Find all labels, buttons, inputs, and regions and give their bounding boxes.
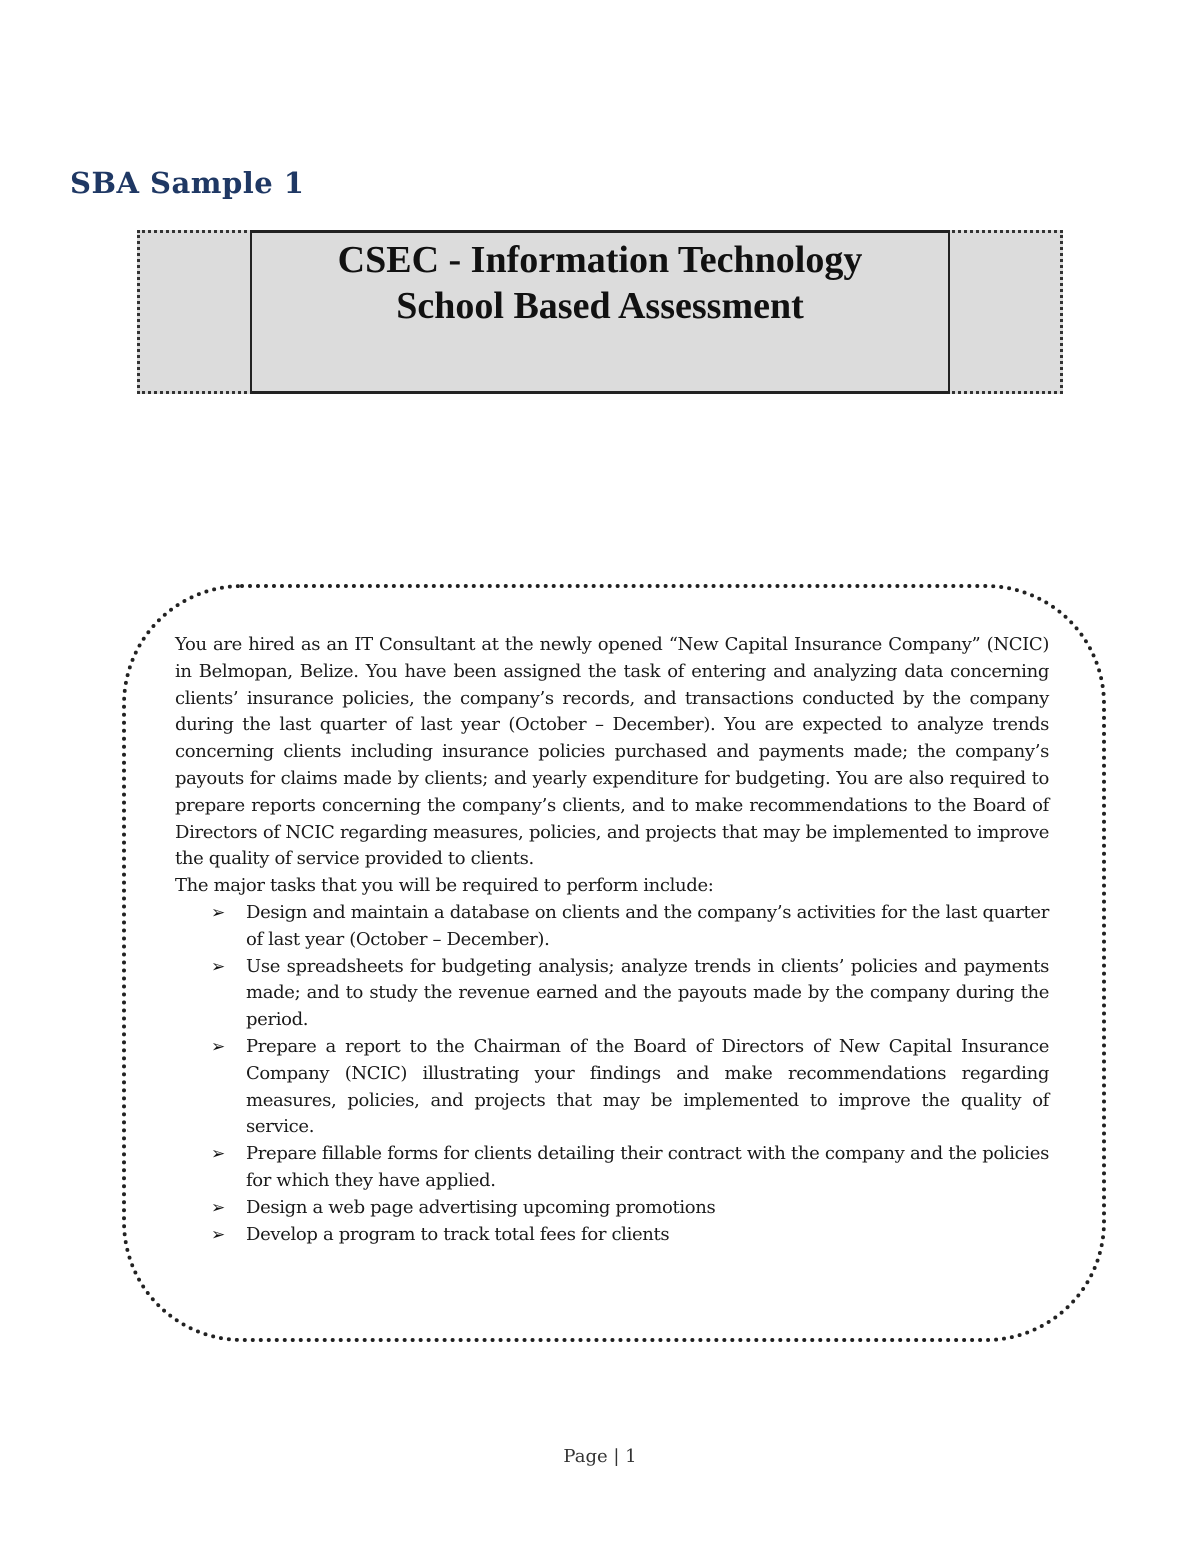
list-item [175,1034,1049,1141]
arrow-bullet-icon: ➢ [211,1036,225,1057]
list-item [175,954,1049,1034]
title-line-1: CSEC - Information Technology [337,239,863,281]
task-text: Prepare a report to the Chairman of the Board of Directors of New Capital Insurance Company (NCIC) illustrating your findings and make recommendations regarding measures, policies, and projects that may be implemented to improve the quality of service. [246,1035,1049,1138]
task-text: Develop a program to track total fees for clients [246,1223,670,1245]
task-text: Design a web page advertising upcoming promotions [246,1196,716,1218]
list-item [175,1141,1049,1195]
arrow-bullet-icon: ➢ [211,1197,225,1218]
arrow-bullet-icon: ➢ [211,902,225,923]
task-text: Use spreadsheets for budgeting analysis; analyze trends in clients’ policies and payments made; and to study the revenue earned and the payouts made by the company during the period. [246,955,1049,1031]
arrow-bullet-icon: ➢ [211,1144,225,1165]
list-item [175,1195,1049,1222]
task-text: Prepare fillable forms for clients detailing their contract with the company and the policies for which they have applied. [246,1143,1049,1191]
page-number: Page | 1 [563,1446,637,1467]
task-text: Design and maintain a database on clients and the company’s activities for the last quarter of last year (October – December). [246,901,1049,950]
tasks-intro: The major tasks that you will be required to perform include: [175,875,714,897]
arrow-bullet-icon: ➢ [211,956,225,977]
scenario-paragraph: You are hired as an IT Consultant at the newly opened “New Capital Insurance Company” (NCIC) in Belmopan, Belize. You have been assigned the task of entering and analyzing data concerning clients’ insurance policies, the company’s records, and transactions conducted by the company during the last quarter of last year (October – December). You are expected to analyze trends concerning clients including insurance policies purchased and payments made; the company’s payouts for claims made by clients; and yearly expenditure for budgeting. You are also required to prepare reports concerning the company’s clients, and to make recommendations to the Board of Directors of NCIC regarding measures, policies, and projects that may be implemented to improve the quality of service provided to clients. [175,634,1049,870]
title-line-2: School Based Assessment [396,285,804,327]
list-item [175,1222,1049,1249]
title-banner [137,230,1063,394]
document-heading: SBA Sample 1 [70,166,305,200]
scenario-text [175,632,1049,1248]
arrow-bullet-icon: ➢ [211,1224,225,1245]
title-banner-center [250,230,950,394]
task-list [175,900,1049,1248]
list-item [175,900,1049,954]
